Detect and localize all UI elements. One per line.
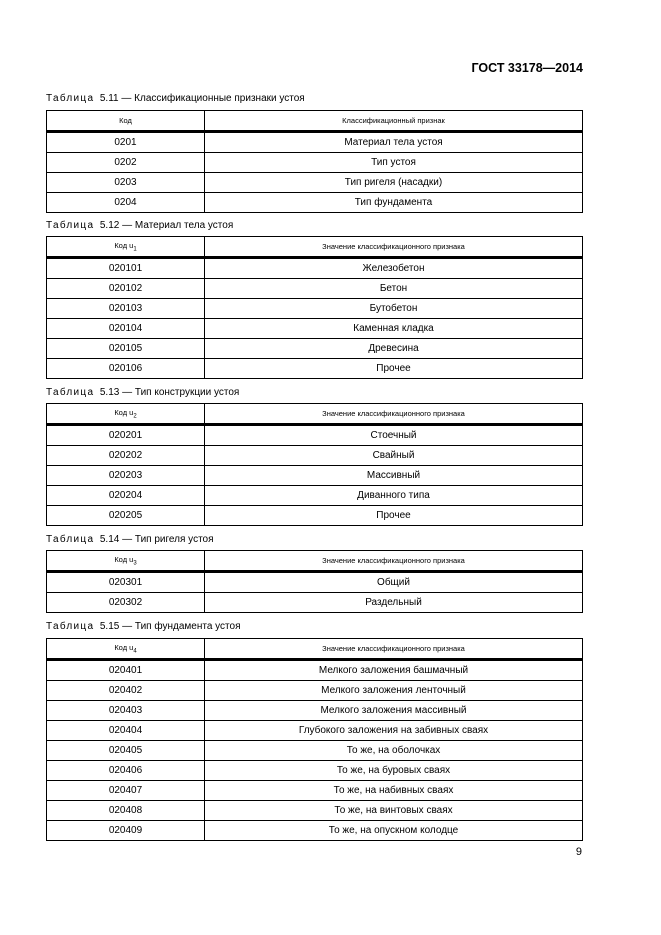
row-code: 020409 [47,821,205,841]
row-code: 020205 [47,506,205,526]
row-value: То же, на опускном колодце [205,821,583,841]
table-row [47,572,583,593]
column-header-code [47,237,205,258]
table-row [47,801,583,821]
table-row [47,446,583,466]
table-header-row [47,639,583,660]
column-header-code [47,639,205,660]
table-row [47,660,583,681]
row-value: То же, на набивных сваях [205,781,583,801]
column-header-code-text: Код u [114,642,134,652]
row-value: Свайный [205,446,583,466]
table-row [47,359,583,379]
row-code: 020404 [47,721,205,741]
table-caption-label: Таблица [46,621,95,632]
row-code: 020105 [47,339,205,359]
classification-table [46,236,583,379]
row-value: Массивный [205,466,583,486]
row-code: 020302 [47,593,205,613]
row-value: Древесина [205,339,583,359]
row-value: Мелкого заложения башмачный [205,660,583,681]
row-code: 020101 [47,258,205,279]
table-caption-label: Таблица [46,534,95,545]
row-value: Диванного типа [205,486,583,506]
table-row [47,279,583,299]
row-code: 0204 [47,193,205,213]
table-row [47,486,583,506]
row-value: Раздельный [205,593,583,613]
table-caption [46,621,240,632]
table-row [47,506,583,526]
table-caption-title: — Тип ригеля устоя [122,534,214,545]
row-code: 020104 [47,319,205,339]
table-row [47,701,583,721]
column-header-value: Классификационный признак [205,111,583,132]
classification-table [46,550,583,613]
table-row [47,153,583,173]
row-value: Общий [205,572,583,593]
row-value: Тип фундамента [205,193,583,213]
table-caption [46,387,239,398]
table-row [47,741,583,761]
document-code: ГОСТ 33178—2014 [471,61,583,75]
row-value: Каменная кладка [205,319,583,339]
table-caption-label: Таблица [46,220,95,231]
row-value: То же, на буровых сваях [205,761,583,781]
table-row [47,258,583,279]
table-caption-title: — Тип фундамента устоя [122,621,241,632]
row-code: 020403 [47,701,205,721]
column-header-value: Значение классификационного признака [205,639,583,660]
page-number: 9 [575,846,582,858]
table-row [47,593,583,613]
row-value: Тип устоя [205,153,583,173]
table-row [47,821,583,841]
table-caption [46,220,233,231]
row-code: 020202 [47,446,205,466]
classification-table [46,110,583,213]
table-header-row [47,111,583,132]
row-code: 020301 [47,572,205,593]
table-row [47,132,583,153]
column-header-code-text: Код [119,116,132,125]
table-caption-label: Таблица [46,93,95,104]
column-header-code-subscript: 3 [133,560,137,567]
row-value: Мелкого заложения массивный [205,701,583,721]
row-value: Тип ригеля (насадки) [205,173,583,193]
column-header-code-text: Код u [114,407,134,417]
column-header-code-subscript: 2 [133,413,137,420]
row-code: 020408 [47,801,205,821]
column-header-code-subscript: 4 [133,648,137,655]
column-header-code [47,551,205,572]
table-caption-number: 5.12 [99,220,120,231]
table-header-row [47,404,583,425]
row-code: 020201 [47,425,205,446]
table-row [47,466,583,486]
table-caption-title: — Тип конструкции устоя [122,387,240,398]
row-code: 020103 [47,299,205,319]
row-value: Мелкого заложения ленточный [205,681,583,701]
column-header-code-text: Код u [114,240,134,250]
column-header-code-text: Код u [114,554,134,564]
table-caption-number: 5.13 [99,387,120,398]
column-header-value: Значение классификационного признака [205,237,583,258]
table-caption [46,534,214,545]
row-code: 020402 [47,681,205,701]
table-row [47,339,583,359]
classification-table [46,403,583,526]
table-caption-title: — Классификационные признаки устоя [121,93,305,104]
table-row [47,173,583,193]
row-code: 0201 [47,132,205,153]
column-header-code-subscript: 1 [133,246,137,253]
table-caption-number: 5.11 [99,93,119,104]
table-row [47,681,583,701]
row-value: Глубокого заложения на забивных сваях [205,721,583,741]
table-row [47,721,583,741]
table-caption-number: 5.15 [99,621,120,632]
table-caption-title: — Материал тела устоя [122,220,234,231]
row-code: 020401 [47,660,205,681]
row-value: Материал тела устоя [205,132,583,153]
table-caption [46,93,305,104]
table-row [47,761,583,781]
table-header-row [47,237,583,258]
table-row [47,299,583,319]
row-value: То же, на винтовых сваях [205,801,583,821]
row-code: 020407 [47,781,205,801]
table-caption-label: Таблица [46,387,95,398]
table-row [47,319,583,339]
column-header-code [47,111,205,132]
row-code: 020405 [47,741,205,761]
row-value: Прочее [205,359,583,379]
table-header-row [47,551,583,572]
row-value: Бетон [205,279,583,299]
row-code: 020204 [47,486,205,506]
column-header-value: Значение классификационного признака [205,404,583,425]
row-value: Прочее [205,506,583,526]
table-row [47,781,583,801]
row-code: 0202 [47,153,205,173]
row-value: Железобетон [205,258,583,279]
table-caption-number: 5.14 [99,534,120,545]
row-code: 020106 [47,359,205,379]
row-code: 020203 [47,466,205,486]
column-header-code [47,404,205,425]
table-row [47,193,583,213]
row-value: Стоечный [205,425,583,446]
row-code: 0203 [47,173,205,193]
row-code: 020406 [47,761,205,781]
row-value: То же, на оболочках [205,741,583,761]
table-row [47,425,583,446]
row-value: Бутобетон [205,299,583,319]
column-header-value: Значение классификационного признака [205,551,583,572]
classification-table [46,638,583,841]
row-code: 020102 [47,279,205,299]
